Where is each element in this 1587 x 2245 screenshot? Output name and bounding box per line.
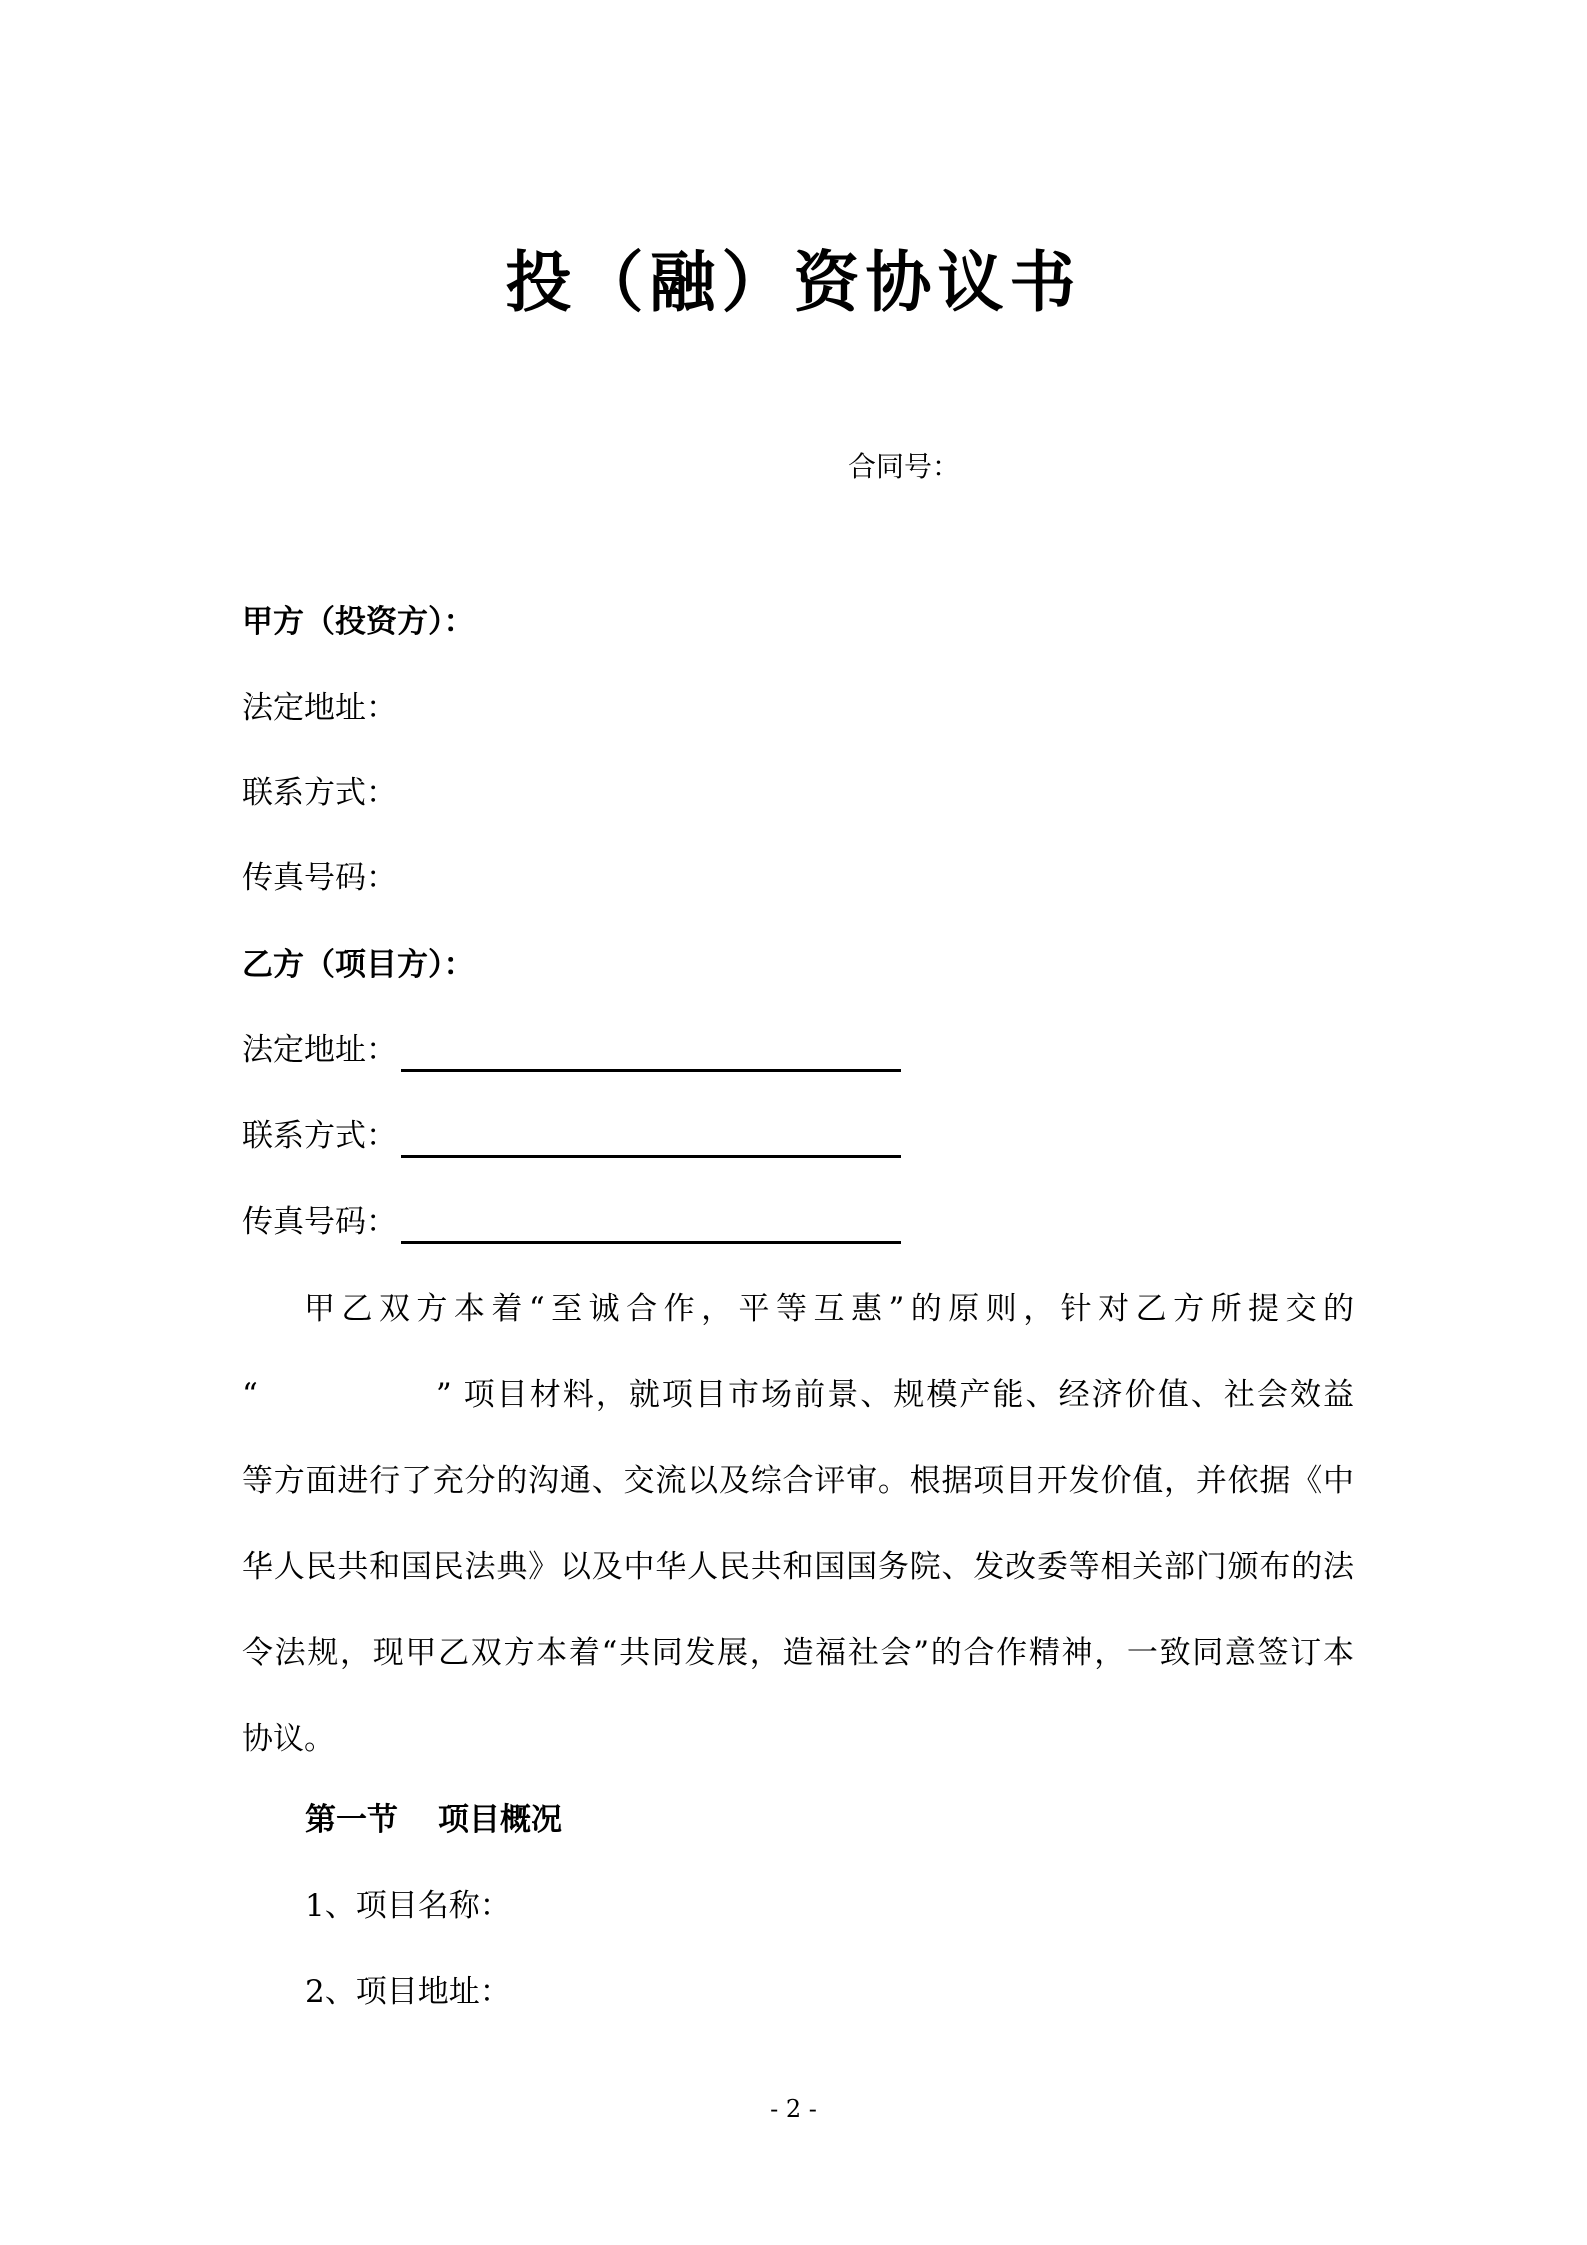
party-b-contact-blank (401, 1119, 901, 1158)
section-number: 第一节 (305, 1802, 398, 1838)
contract-number-label: 合同号： (848, 450, 961, 483)
party-a-fax-label: 传真号码： (242, 860, 397, 896)
preamble-line: 华人民共和国民法典》以及中华人民共和国国务院、发改委等相关部门颁布的法 (242, 1549, 1354, 1585)
preamble-line: 令法规，现甲乙双方本着“共同发展，造福社会”的合作精神，一致同意签订本 (242, 1635, 1354, 1671)
preamble-paragraph (242, 1266, 1354, 1782)
party-b-address-blank (401, 1033, 901, 1072)
party-b-address-row (242, 1028, 901, 1072)
project-name-item: 1、项目名称： (305, 1888, 511, 1924)
party-b-contact-label: 联系方式： (242, 1118, 397, 1154)
project-address-item: 2、项目地址： (305, 1974, 511, 2010)
party-a-heading: 甲方（投资方）： (242, 604, 475, 640)
party-a-contact-label: 联系方式： (242, 775, 397, 811)
party-b-fax-row (242, 1200, 901, 1244)
section-heading (305, 1798, 562, 1842)
party-b-heading: 乙方（项目方）： (242, 947, 475, 983)
party-b-contact-row (242, 1114, 901, 1158)
preamble-line-project-name (242, 1352, 1354, 1438)
open-quote: “ (242, 1377, 258, 1413)
document-title: 投（融）资协议书 (505, 244, 1082, 321)
preamble-line: 甲乙双方本着“至诚合作，平等互惠”的原则，针对乙方所提交的 (304, 1291, 1354, 1327)
preamble-line-rest: ” 项目材料，就项目市场前景、规模产能、经济价值、社会效益 (435, 1377, 1354, 1413)
preamble-line: 等方面进行了充分的沟通、交流以及综合评审。根据项目开发价值，并依据《中 (242, 1463, 1354, 1499)
party-b-fax-blank (401, 1205, 901, 1244)
party-b-address-label: 法定地址： (242, 1032, 397, 1068)
preamble-line: 协议。 (242, 1721, 335, 1757)
party-b-fax-label: 传真号码： (242, 1204, 397, 1240)
party-a-address-label: 法定地址： (242, 690, 397, 726)
page-number: - 2 - (770, 2095, 817, 2123)
section-title: 项目概况 (438, 1802, 562, 1838)
